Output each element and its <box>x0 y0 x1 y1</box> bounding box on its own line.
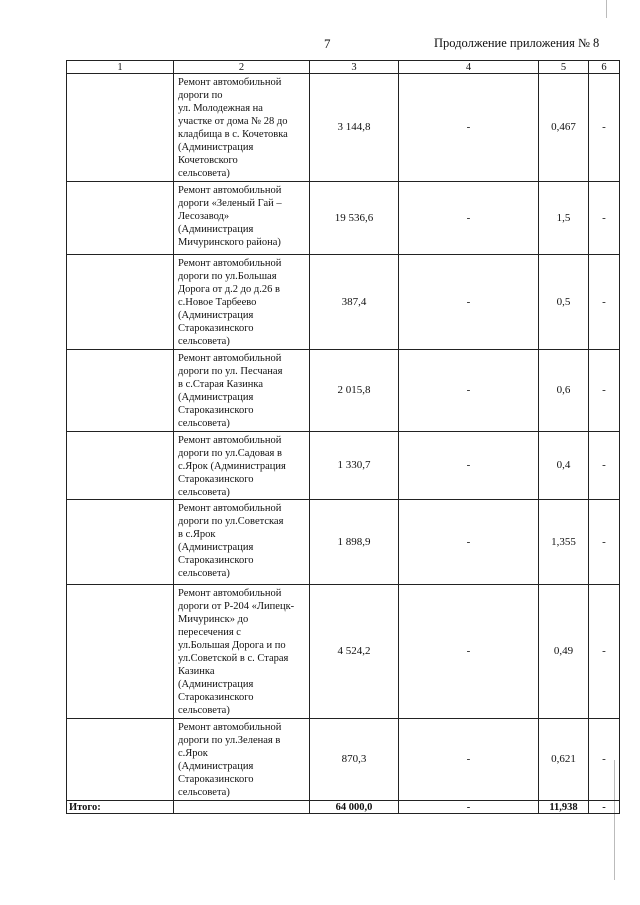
empty-cell <box>67 350 174 432</box>
amount-cell: 870,3 <box>310 719 399 801</box>
col6-cell: - <box>589 74 620 182</box>
scan-edge-mark <box>606 0 607 18</box>
table-row <box>67 182 620 255</box>
col6-cell: - <box>589 432 620 500</box>
repair-description: Ремонт автомобильной дороги от Р-204 «Липецк- Мичуринск» до пересечения с ул.Большая Дорога и по ул.Советской в с. Старая Казинка (Администрация Староказинского сельсовета) <box>174 585 310 719</box>
col6-cell: - <box>589 585 620 719</box>
length-cell: 0,621 <box>539 719 589 801</box>
col4-cell: - <box>399 74 539 182</box>
length-cell: 0,49 <box>539 585 589 719</box>
table-row <box>67 255 620 350</box>
appendix-continuation-note: Продолжение приложения № 8 <box>434 36 600 50</box>
column-number: 3 <box>310 61 399 74</box>
column-number: 6 <box>589 61 620 74</box>
empty-cell <box>67 255 174 350</box>
total-col6: - <box>589 801 620 814</box>
table-row <box>67 585 620 719</box>
table-row <box>67 350 620 432</box>
total-row <box>67 801 620 814</box>
total-amount: 64 000,0 <box>310 801 399 814</box>
table-row <box>67 719 620 801</box>
amount-cell: 4 524,2 <box>310 585 399 719</box>
col4-cell: - <box>399 182 539 255</box>
road-repair-table <box>66 60 620 814</box>
empty-cell <box>67 182 174 255</box>
col4-cell: - <box>399 350 539 432</box>
col6-cell: - <box>589 350 620 432</box>
col4-cell: - <box>399 585 539 719</box>
column-number: 4 <box>399 61 539 74</box>
repair-description: Ремонт автомобильной дороги по ул.Зеленая в с.Ярок (Администрация Староказинского сельсовета) <box>174 719 310 801</box>
total-label: Итого: <box>67 801 174 814</box>
amount-cell: 3 144,8 <box>310 74 399 182</box>
column-number: 5 <box>539 61 589 74</box>
col4-cell: - <box>399 719 539 801</box>
column-number: 2 <box>174 61 310 74</box>
empty-cell <box>67 500 174 585</box>
length-cell: 0,467 <box>539 74 589 182</box>
column-number-row <box>67 61 620 74</box>
table-row <box>67 500 620 585</box>
amount-cell: 387,4 <box>310 255 399 350</box>
amount-cell: 2 015,8 <box>310 350 399 432</box>
length-cell: 1,5 <box>539 182 589 255</box>
col6-cell: - <box>589 182 620 255</box>
total-length: 11,938 <box>539 801 589 814</box>
col6-cell: - <box>589 719 620 801</box>
length-cell: 1,355 <box>539 500 589 585</box>
length-cell: 0,5 <box>539 255 589 350</box>
col4-cell: - <box>399 500 539 585</box>
amount-cell: 1 330,7 <box>310 432 399 500</box>
col6-cell: - <box>589 255 620 350</box>
amount-cell: 1 898,9 <box>310 500 399 585</box>
length-cell: 0,4 <box>539 432 589 500</box>
repair-description: Ремонт автомобильной дороги по ул.Большая Дорога от д.2 до д.26 в с.Новое Тарбеево (Администрация Староказинского сельсовета) <box>174 255 310 350</box>
table-row <box>67 432 620 500</box>
col4-cell: - <box>399 255 539 350</box>
empty-cell <box>67 585 174 719</box>
empty-cell <box>67 432 174 500</box>
total-col4: - <box>399 801 539 814</box>
repair-description: Ремонт автомобильной дороги по ул.Советская в с.Ярок (Администрация Староказинского сельсовета) <box>174 500 310 585</box>
length-cell: 0,6 <box>539 350 589 432</box>
repair-description: Ремонт автомобильной дороги «Зеленый Гай – Лесозавод» (Администрация Мичуринского района) <box>174 182 310 255</box>
repair-description: Ремонт автомобильной дороги по ул. Песчаная в с.Старая Казинка (Администрация Староказинского сельсовета) <box>174 350 310 432</box>
empty-cell <box>67 74 174 182</box>
column-number: 1 <box>67 61 174 74</box>
amount-cell: 19 536,6 <box>310 182 399 255</box>
empty-cell <box>67 719 174 801</box>
table-row <box>67 74 620 182</box>
empty-cell <box>174 801 310 814</box>
repair-description: Ремонт автомобильной дороги по ул. Молодежная на участке от дома № 28 до кладбища в с. Кочетовка (Администрация Кочетовского сельсовета) <box>174 74 310 182</box>
page-number: 7 <box>324 36 331 51</box>
repair-description: Ремонт автомобильной дороги по ул.Садовая в с.Ярок (Администрация Староказинского сельсовета) <box>174 432 310 500</box>
col6-cell: - <box>589 500 620 585</box>
col4-cell: - <box>399 432 539 500</box>
